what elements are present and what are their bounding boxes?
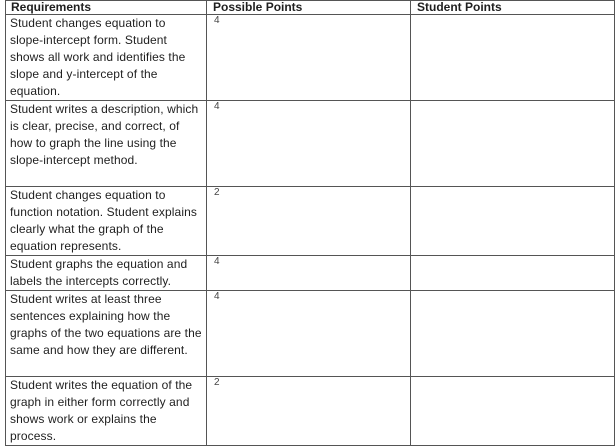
requirement-cell[interactable]: Student writes a description, which is clear, precise, and correct, of how to graph the line using the slope-intercept method. (6, 101, 207, 187)
header-requirements: Requirements (6, 1, 207, 15)
student-points-cell[interactable] (411, 101, 615, 187)
table-row (6, 377, 615, 446)
table-row (6, 101, 615, 187)
requirement-cell[interactable]: Student changes equation to function notation. Student explains clearly what the graph of the equation represents. (6, 187, 207, 256)
table-row (6, 15, 615, 101)
requirement-cell[interactable]: Student graphs the equation and labels the intercepts correctly. (6, 256, 207, 291)
possible-points-cell[interactable]: 2 (207, 377, 411, 446)
possible-points-cell[interactable]: 2 (207, 187, 411, 256)
requirement-cell[interactable]: Student writes at least three sentences explaining how the graphs of the two equations are the same and how they are different. (6, 291, 207, 377)
student-points-cell[interactable] (411, 187, 615, 256)
rubric-header (6, 1, 615, 15)
header-possible-points: Possible Points (207, 1, 411, 15)
header-row (6, 1, 615, 15)
student-points-cell[interactable] (411, 15, 615, 101)
requirement-cell[interactable]: Student writes the equation of the graph in either form correctly and shows work or explains the process. (6, 377, 207, 446)
possible-points-cell[interactable]: 4 (207, 291, 411, 377)
student-points-cell[interactable] (411, 377, 615, 446)
possible-points-cell[interactable]: 4 (207, 101, 411, 187)
possible-points-cell[interactable]: 4 (207, 256, 411, 291)
student-points-cell[interactable] (411, 256, 615, 291)
header-student-points: Student Points (411, 1, 615, 15)
rubric-table (5, 0, 615, 446)
table-row (6, 256, 615, 291)
table-row (6, 291, 615, 377)
student-points-cell[interactable] (411, 291, 615, 377)
possible-points-cell[interactable]: 4 (207, 15, 411, 101)
table-row (6, 187, 615, 256)
requirement-cell[interactable]: Student changes equation to slope-intercept form. Student shows all work and identifies the slope and y-intercept of the equation. (6, 15, 207, 101)
